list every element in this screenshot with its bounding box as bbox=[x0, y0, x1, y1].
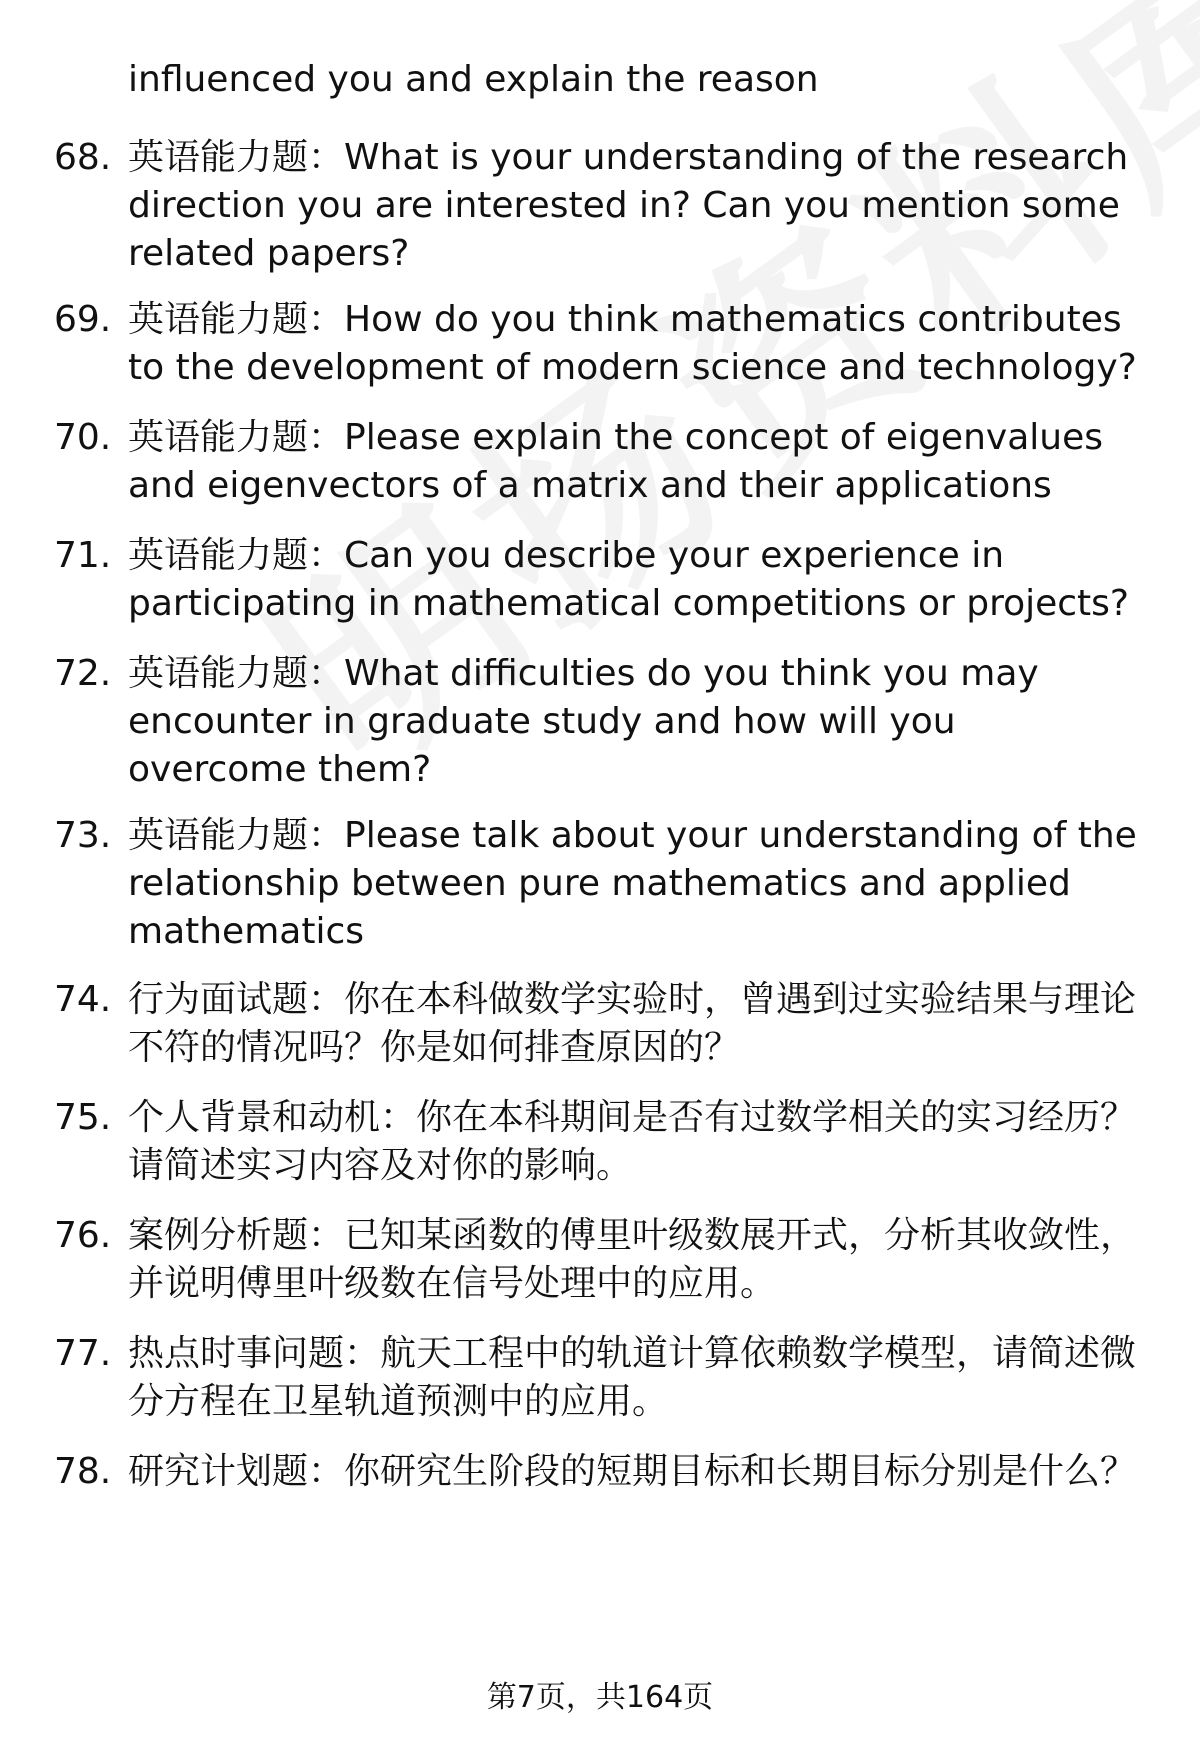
question-number: 78. bbox=[54, 1451, 112, 1492]
question-text: 个人背景和动机：你在本科期间是否有过数学相关的实习经历？请简述实习内容及对你的影响。 bbox=[128, 1097, 1137, 1186]
question-text: 行为面试题：你在本科做数学实验时，曾遇到过实验结果与理论不符的情况吗？你是如何排查原因的？ bbox=[128, 979, 1137, 1068]
question-item bbox=[54, 650, 1144, 794]
page-number: 第7页，共164页 bbox=[486, 1680, 714, 1715]
question-number: 73. bbox=[54, 815, 112, 856]
question-text: 热点时事问题：航天工程中的轨道计算依赖数学模型，请简述微分方程在卫星轨道预测中的应用。 bbox=[128, 1333, 1137, 1422]
question-text: 英语能力题：What difficulties do you think you may encounter in graduate study and how will you overcome them? bbox=[128, 653, 1039, 790]
question-item bbox=[54, 812, 1144, 956]
question-text: 英语能力题：Can you describe your experience in participating in mathematical competitions or projects? bbox=[128, 535, 1130, 624]
question-item bbox=[54, 1094, 1144, 1190]
question-item bbox=[54, 1448, 1144, 1496]
question-number: 75. bbox=[54, 1097, 112, 1138]
question-number: 74. bbox=[54, 979, 112, 1020]
question-text: 案例分析题：已知某函数的傅里叶级数展开式，分析其收敛性，并说明傅里叶级数在信号处理中的应用。 bbox=[128, 1215, 1137, 1304]
question-number: 68. bbox=[54, 137, 112, 178]
question-item bbox=[54, 134, 1144, 278]
question-number: 71. bbox=[54, 535, 112, 576]
question-text: 英语能力题：What is your understanding of the research direction you are interested in? Can you mention some related papers? bbox=[128, 137, 1129, 274]
question-text: 英语能力题：How do you think mathematics contributes to the development of modern science and technology? bbox=[128, 299, 1137, 388]
question-item bbox=[54, 414, 1144, 510]
question-item bbox=[54, 1212, 1144, 1308]
question-number: 77. bbox=[54, 1333, 112, 1374]
question-item bbox=[54, 1330, 1144, 1426]
question-item bbox=[54, 976, 1144, 1072]
continuation-text: influenced you and explain the reason bbox=[128, 59, 819, 100]
question-text: 英语能力题：Please talk about your understanding of the relationship between pure mathematics and applied mathematics bbox=[128, 815, 1137, 952]
question-text: 研究计划题：你研究生阶段的短期目标和长期目标分别是什么？ bbox=[128, 1451, 1137, 1492]
question-number: 70. bbox=[54, 417, 112, 458]
question-number: 72. bbox=[54, 653, 112, 694]
question-number: 69. bbox=[54, 299, 112, 340]
question-item bbox=[54, 296, 1144, 392]
question-number: 76. bbox=[54, 1215, 112, 1256]
question-text: 英语能力题：Please explain the concept of eigenvalues and eigenvectors of a matrix and their applications bbox=[128, 417, 1103, 506]
question-item bbox=[54, 532, 1144, 628]
